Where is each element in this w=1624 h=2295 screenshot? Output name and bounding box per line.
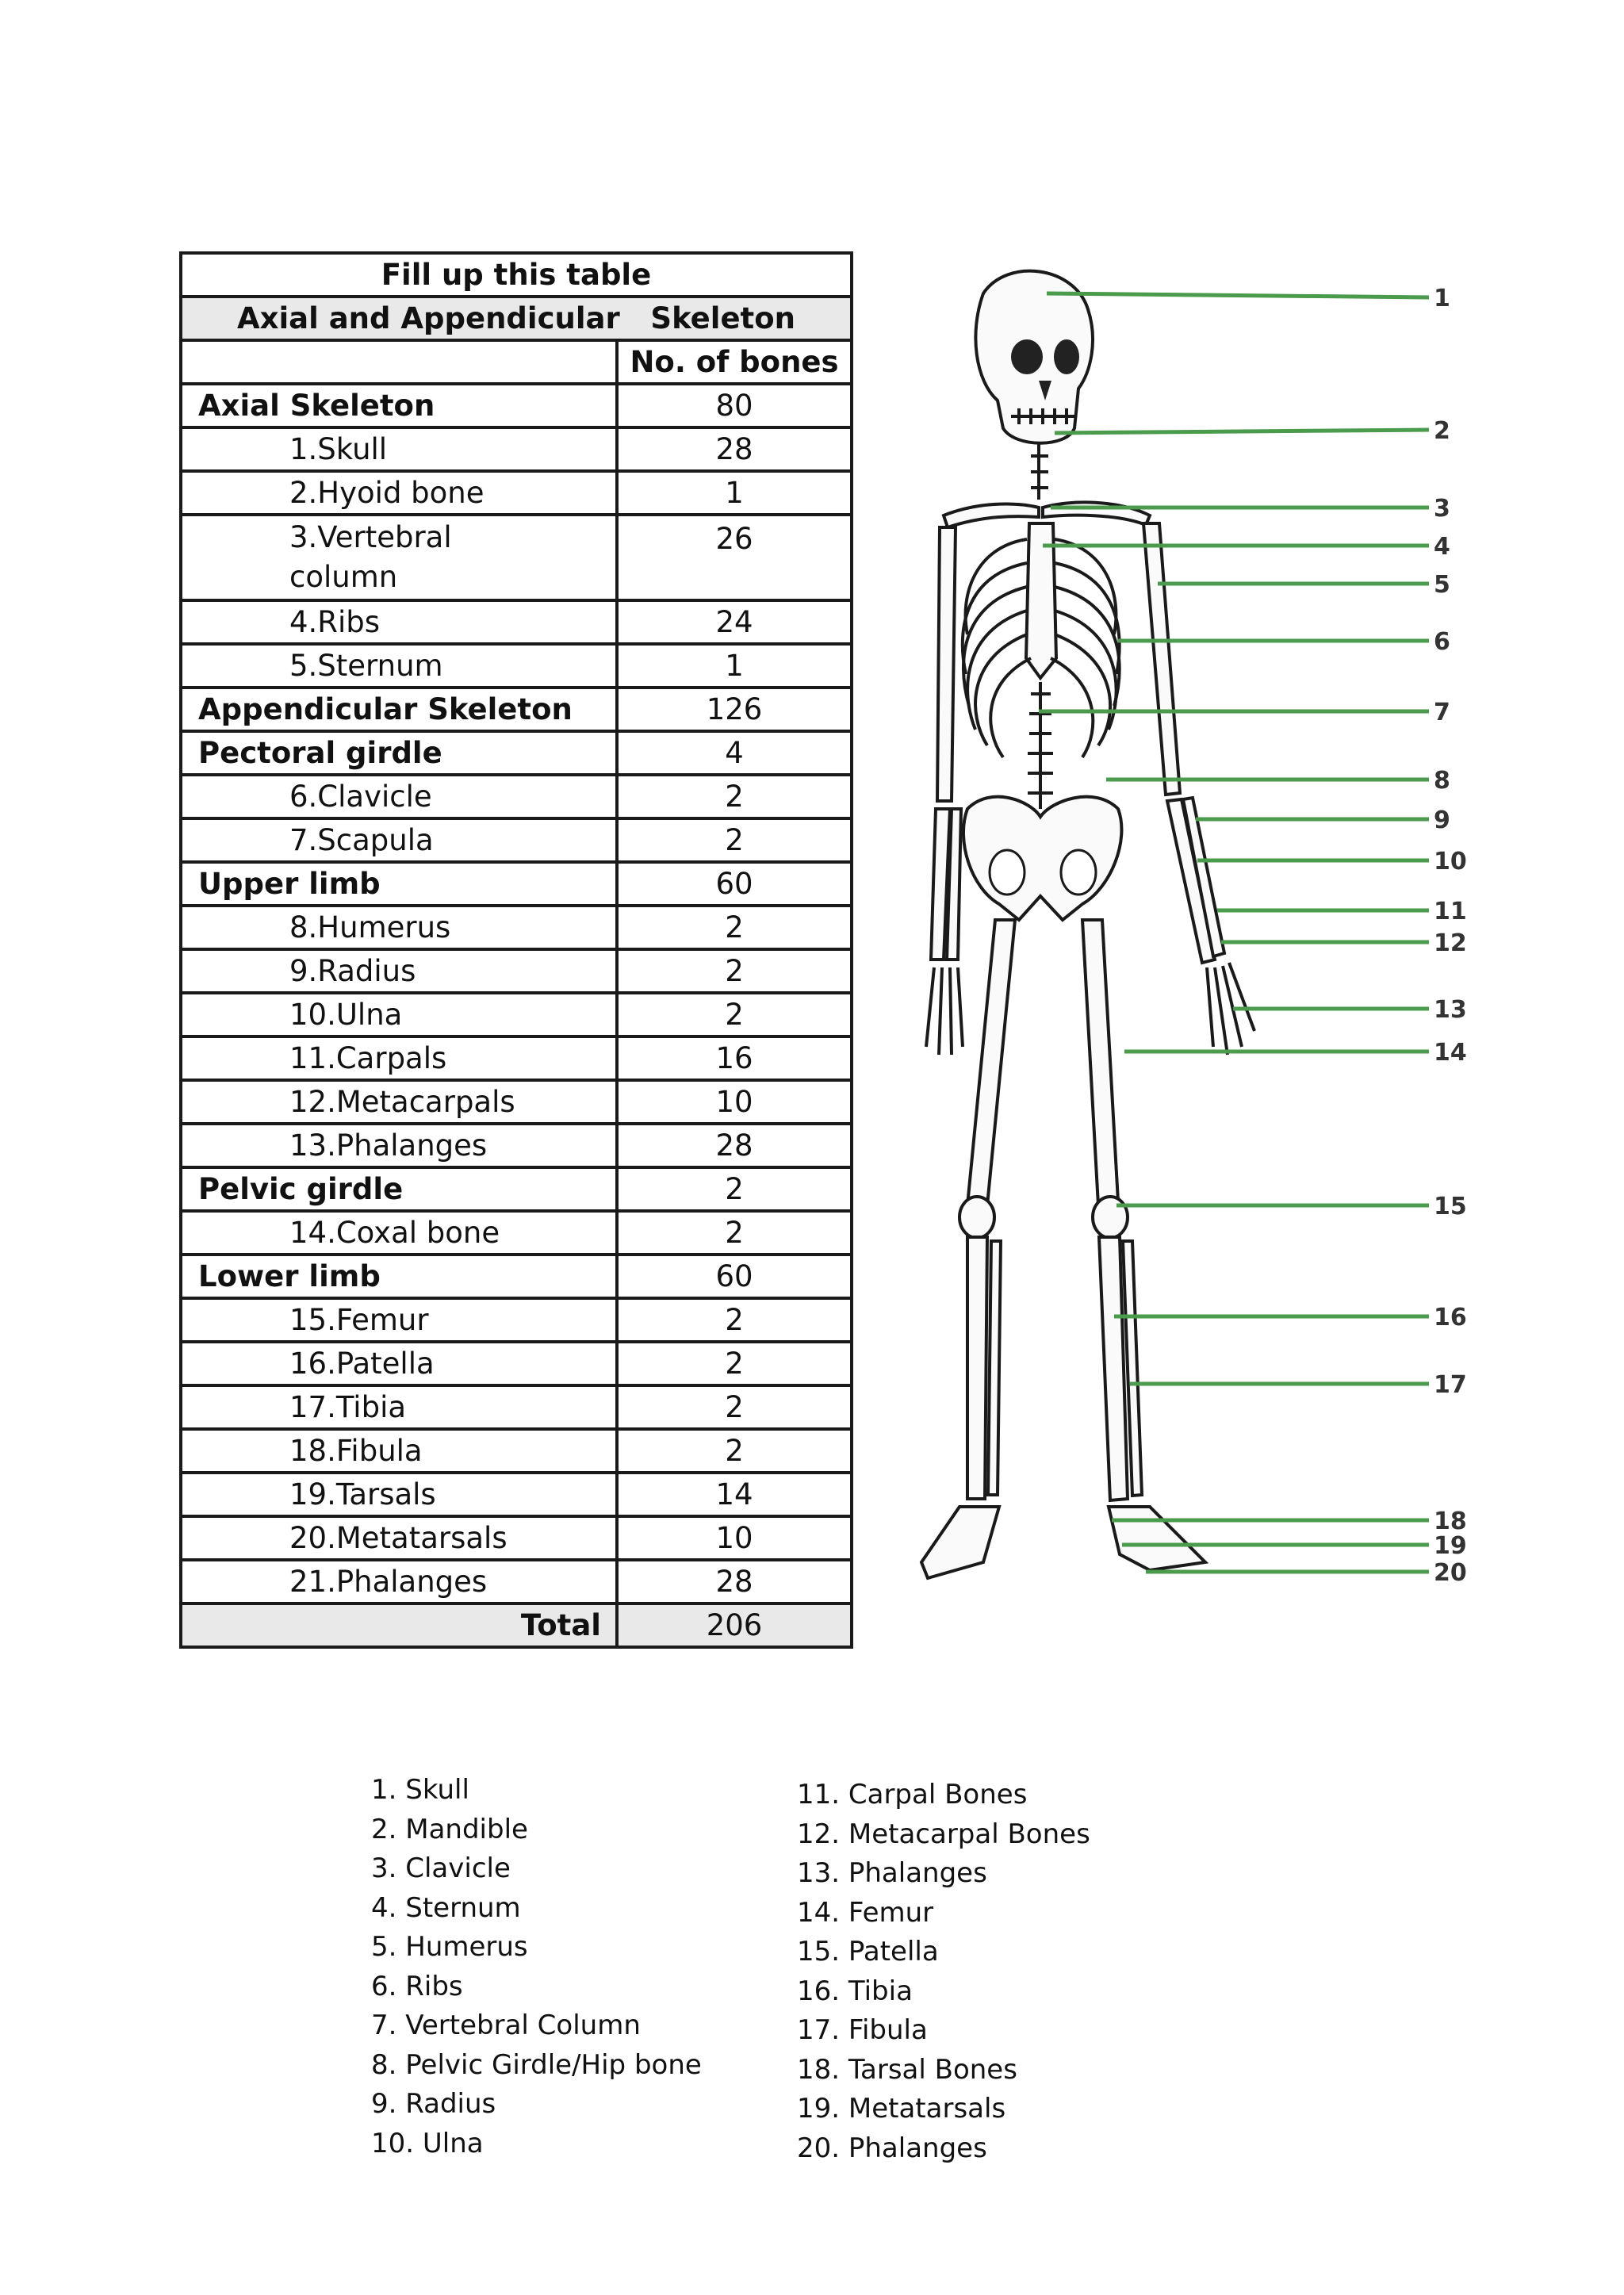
bone-name-cell (181, 600, 617, 644)
legend-item: 15. Patella (797, 1936, 939, 1967)
bone-name-cell (181, 471, 617, 515)
bone-count-cell: 2 (617, 818, 852, 862)
bone-name: 6.Clavicle (289, 779, 432, 814)
legend-right-column (797, 1776, 1090, 2168)
bone-count-cell: 2 (617, 1429, 852, 1473)
label-number: 12 (1434, 929, 1467, 957)
bone-name: 3.Vertebral column (289, 520, 452, 594)
label-number: 1 (1434, 285, 1450, 312)
bone-name-cell (181, 1560, 617, 1603)
legend-item: 2. Mandible (371, 1813, 528, 1845)
table-row (181, 731, 852, 775)
bone-count-cell: 2 (617, 1211, 852, 1255)
label-number: 14 (1434, 1039, 1467, 1067)
legend-item: 1. Skull (371, 1774, 469, 1806)
bone-count-cell: 2 (617, 1342, 852, 1385)
bone-name: 5.Sternum (289, 648, 443, 683)
table-row (181, 1211, 852, 1255)
header-empty-cell (181, 340, 617, 384)
legend-item: 16. Tibia (797, 1975, 913, 2007)
bone-count-cell: 2 (617, 949, 852, 993)
bone-name: 4.Ribs (289, 604, 381, 639)
bone-name-cell (181, 1036, 617, 1080)
bone-count-table (179, 251, 853, 1649)
bone-name: Lower limb (198, 1259, 381, 1293)
bone-count-cell: 14 (617, 1473, 852, 1516)
table-row (181, 993, 852, 1036)
label-pointer-line (1055, 430, 1429, 433)
bone-name-cell (181, 862, 617, 906)
legend-item: 12. Metacarpal Bones (797, 1818, 1090, 1850)
bone-name-cell (181, 515, 617, 600)
bone-name: 2.Hyoid bone (289, 475, 485, 510)
bone-count-cell: 28 (617, 427, 852, 471)
bone-count-cell: 2 (617, 775, 852, 818)
bone-count-cell: 126 (617, 688, 852, 731)
bone-count-cell: 2 (617, 1167, 852, 1211)
bone-name-cell (181, 818, 617, 862)
table-subtitle (181, 297, 852, 340)
table-row (181, 515, 852, 600)
table-row (181, 1167, 852, 1211)
legend-item: 20. Phalanges (797, 2132, 987, 2164)
table-row (181, 427, 852, 471)
bone-name-cell (181, 1298, 617, 1342)
label-number: 5 (1434, 571, 1450, 599)
table-row (181, 1036, 852, 1080)
label-number: 3 (1434, 495, 1450, 523)
table-body (181, 253, 852, 1647)
bone-count-cell: 26 (617, 515, 852, 600)
label-number: 13 (1434, 996, 1467, 1024)
bone-name: Axial Skeleton (198, 388, 435, 423)
legend-item: 10. Ulna (371, 2127, 484, 2159)
bone-name-cell (181, 1255, 617, 1298)
bone-name: 21.Phalanges (289, 1564, 488, 1599)
legend-item: 7. Vertebral Column (371, 2010, 641, 2041)
table-row (181, 1342, 852, 1385)
label-number: 20 (1434, 1559, 1467, 1587)
table-row (181, 1560, 852, 1603)
label-number: 17 (1434, 1371, 1467, 1399)
label-number: 19 (1434, 1532, 1467, 1560)
legend-item: 8. Pelvic Girdle/Hip bone (371, 2048, 702, 2081)
table-row (181, 600, 852, 644)
label-number: 8 (1434, 767, 1450, 795)
table-row (181, 775, 852, 818)
bone-name-cell (181, 384, 617, 427)
bone-name: 9.Radius (289, 953, 416, 988)
table-total-row (181, 1603, 852, 1647)
label-number: 6 (1434, 628, 1450, 656)
bone-name-cell (181, 1429, 617, 1473)
bone-name-cell (181, 1342, 617, 1385)
table-row (181, 1298, 852, 1342)
table-row (181, 862, 852, 906)
legend-item: 9. Radius (371, 2088, 496, 2120)
bone-name-cell (181, 906, 617, 949)
legend-item: 5. Humerus (371, 1931, 528, 1963)
bone-name-cell (181, 949, 617, 993)
bone-name-cell (181, 1167, 617, 1211)
label-number: 15 (1434, 1193, 1467, 1220)
label-number: 18 (1434, 1508, 1467, 1535)
legend-item: 17. Fibula (797, 2014, 928, 2046)
bone-count-cell: 2 (617, 1298, 852, 1342)
table-row (181, 1124, 852, 1167)
bone-name: 8.Humerus (289, 910, 451, 944)
table-row (181, 1516, 852, 1560)
table-row (181, 818, 852, 862)
table-row (181, 688, 852, 731)
bone-count-cell: 4 (617, 731, 852, 775)
bone-name: 1.Skull (289, 431, 388, 466)
column-header-count: No. of bones (617, 340, 852, 384)
bone-name: 17.Tibia (289, 1389, 407, 1424)
label-number: 2 (1434, 417, 1450, 445)
label-number: 9 (1434, 807, 1450, 834)
table-row (181, 906, 852, 949)
bone-count-cell: 2 (617, 1385, 852, 1429)
label-number: 4 (1434, 533, 1450, 561)
bone-name-cell (181, 1516, 617, 1560)
total-label: Total (181, 1603, 617, 1647)
bone-name: 15.Femur (289, 1302, 429, 1337)
table-row (181, 1080, 852, 1124)
bone-count-cell: 80 (617, 384, 852, 427)
bone-count-cell: 28 (617, 1124, 852, 1167)
bone-name-cell (181, 1473, 617, 1516)
table-row (181, 1473, 852, 1516)
bone-count-cell: 1 (617, 644, 852, 688)
bone-name: 14.Coxal bone (289, 1215, 500, 1250)
bone-count-cell: 1 (617, 471, 852, 515)
label-number: 16 (1434, 1304, 1467, 1331)
bone-name: 10.Ulna (289, 997, 403, 1032)
bone-name-cell (181, 1080, 617, 1124)
bone-name-cell (181, 731, 617, 775)
bone-name-cell (181, 775, 617, 818)
bone-name: 19.Tarsals (289, 1477, 436, 1511)
bone-name: 12.Metacarpals (289, 1084, 515, 1119)
table-row (181, 1385, 852, 1429)
table-subtitle-text: Axial and Appendicular Skeleton (237, 301, 795, 335)
bone-name: 7.Scapula (289, 822, 434, 857)
bone-count-cell: 2 (617, 993, 852, 1036)
bone-name-cell (181, 688, 617, 731)
legend-item: 3. Clavicle (371, 1852, 511, 1884)
bone-name: Pelvic girdle (198, 1171, 404, 1206)
bone-name: 20.Metatarsals (289, 1520, 508, 1555)
bone-name-cell (181, 1124, 617, 1167)
table-title: Fill up this table (181, 253, 852, 297)
table-row (181, 1255, 852, 1298)
legend-item: 6. Ribs (371, 1970, 463, 2002)
skeleton-figure (912, 262, 1483, 1626)
table-row (181, 644, 852, 688)
bone-count-cell: 10 (617, 1080, 852, 1124)
legend-item: 4. Sternum (371, 1891, 521, 1924)
bone-count-cell: 60 (617, 862, 852, 906)
bone-count-cell: 24 (617, 600, 852, 644)
bone-name: 11.Carpals (289, 1040, 447, 1075)
legend-item: 13. Phalanges (797, 1857, 987, 1889)
bone-name: Appendicular Skeleton (198, 692, 573, 726)
bone-name-cell (181, 993, 617, 1036)
bone-name: 18.Fibula (289, 1433, 423, 1468)
label-number: 10 (1434, 848, 1467, 875)
bone-count-cell: 28 (617, 1560, 852, 1603)
legend-item: 18. Tarsal Bones (797, 2053, 1017, 2086)
bone-name: 16.Patella (289, 1346, 435, 1381)
label-number: 11 (1434, 898, 1467, 925)
bone-count-cell: 2 (617, 906, 852, 949)
bone-name: Pectoral girdle (198, 735, 442, 770)
bone-name-cell (181, 427, 617, 471)
bone-name: 13.Phalanges (289, 1128, 488, 1163)
table-title-row (181, 253, 852, 297)
table-row (181, 384, 852, 427)
legend-left-column (371, 1771, 702, 2163)
label-pointer-line (1047, 293, 1429, 297)
legend-item: 19. Metatarsals (797, 2093, 1006, 2125)
bone-name-cell (181, 1211, 617, 1255)
legend-item: 11. Carpal Bones (797, 1779, 1028, 1810)
table-row (181, 1429, 852, 1473)
table-subtitle-row (181, 297, 852, 340)
bone-name-cell (181, 644, 617, 688)
table-row (181, 949, 852, 993)
total-value: 206 (617, 1603, 852, 1647)
bone-count-cell: 16 (617, 1036, 852, 1080)
bone-count-cell: 60 (617, 1255, 852, 1298)
table-row (181, 471, 852, 515)
legend-item: 14. Femur (797, 1896, 934, 1929)
label-number: 7 (1434, 699, 1450, 726)
bone-name: Upper limb (198, 866, 381, 901)
bone-name-cell (181, 1385, 617, 1429)
table-header-row (181, 340, 852, 384)
bone-count-cell: 10 (617, 1516, 852, 1560)
